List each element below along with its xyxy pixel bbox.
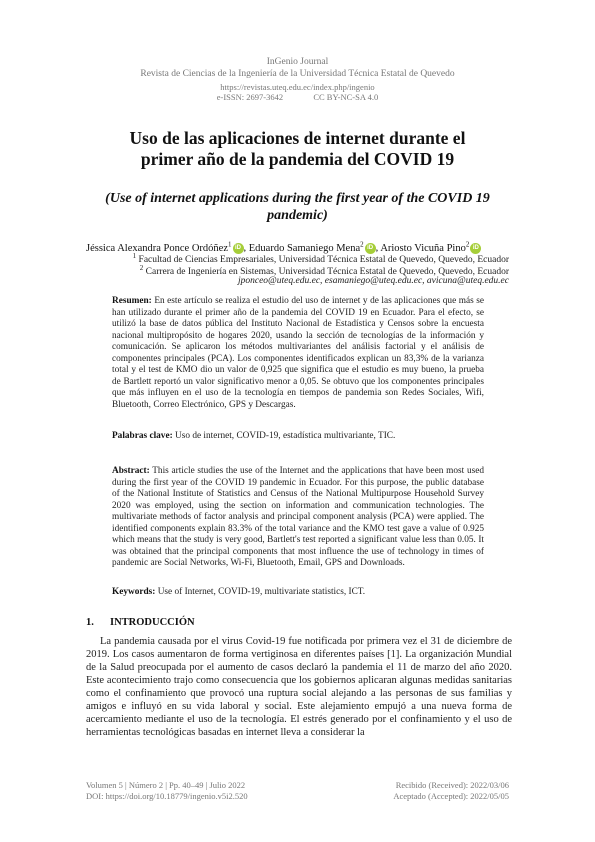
footer-volume: Volumen 5 | Número 2 | Pp. 40–49 | Julio 2022 bbox=[86, 780, 246, 790]
author-1: Jéssica Alexandra Ponce Ordóñez$^1$ bbox=[86, 240, 232, 254]
body-paragraph: La pandemia causada por el virus Covid-19 fue notificada por primera vez el 31 de diciembre de 2019. Los casos aumentaron de forma vertiginosa en diferentes países [1]. La organización Mundial de la Salud preocupada por el aumento de casos declaró la pandemia el 11 de marzo del año 2020. Este acontecimiento trajo como consecuencia que los gobiernos aplicaran algunas medidas sanitarias como el confinamiento que provocó una ruptura social alejando a las personas de sus familias y amigos e influyó en su vida laboral y social. Este alejamiento empujó a una nueva forma de acercamiento mediante el uso de la tecnología. El estrés generado por el confinamiento y el uso de herramientas tecnológicas basadas en internet lleva a considerar la bbox=[86, 636, 512, 738]
footer-received: Recibido (Received): 2022/03/06 bbox=[395, 780, 509, 790]
paper-subtitle-english: (Use of internet applications during the first year of the COVID 19 pandemic) bbox=[105, 191, 490, 223]
author-list: Jéssica Alexandra Ponce Ordóñez$^1$ iD , Eduardo Samaniego Mena$^2$ iD , Ariosto Vicuña Pino$^2$ iD bbox=[86, 238, 481, 255]
section-title: INTRODUCCIÓN bbox=[110, 617, 195, 628]
palabras-clave-text: Uso de internet, COVID-19, estadística multivariante, TIC. bbox=[172, 431, 396, 441]
resumen-block bbox=[112, 296, 484, 411]
resumen-text: En este artículo se realiza el estudio del uso de internet y de las aplicaciones que más se han utilizado durante el primer año de la pandemia del COVID 19 en Ecuador. Para el efecto, se utilizó la base de datos pública del Instituto Nacional de Estadística y Censos sobre la encuesta nacional multipropósito de hogares 2020, usando la sección de tecnologías de la información y comunicación. Se aplicaron los métodos multivariantes del análisis factorial y el análisis de componentes principales (PCA). Los componentes identificados explican un 83,3% de la varianza total y el test de KMO dio un valor de 0,925 que significa que el estudio es muy bueno, la prueba de Bartlett reportó un valor significativo menor a 0,05. Se obtuvo que los componentes principales que más influyen en el uso de la tecnología en tiempos de pandemia son Redes Sociales, Wifi, Bluetooth, Correo Electrónico, GPS y Descargas. bbox=[112, 296, 484, 410]
section-body bbox=[86, 635, 512, 739]
journal-name: InGenio Journal bbox=[266, 57, 329, 67]
resumen-label: Resumen: bbox=[112, 296, 152, 306]
affiliation-1: $^1$ Facultad de Ciencias Empresariales, Universidad Técnica Estatal de Quevedo, Quevedo, Ecuador bbox=[132, 252, 509, 266]
palabras-clave-label: Palabras clave: bbox=[112, 431, 173, 441]
abstract-label: Abstract: bbox=[112, 466, 150, 476]
section-heading bbox=[86, 617, 195, 628]
footer-accepted: Aceptado (Accepted): 2022/05/05 bbox=[393, 791, 509, 801]
section-number: 1. bbox=[86, 617, 94, 628]
author-3: Ariosto Vicuña Pino$^2$ bbox=[380, 240, 470, 254]
orcid-icon[interactable]: iD bbox=[365, 243, 376, 254]
author-2: Eduardo Samaniego Mena$^2$ bbox=[248, 240, 364, 254]
journal-url[interactable]: https://revistas.uteq.edu.ec/index.php/ingenio bbox=[220, 82, 375, 92]
journal-subtitle: Revista de Ciencias de la Ingeniería de la Universidad Técnica Estatal de Quevedo bbox=[140, 69, 455, 79]
orcid-icon[interactable]: iD bbox=[233, 243, 244, 254]
footer-doi[interactable]: DOI: https://doi.org/10.18779/ingenio.v5i2.520 bbox=[86, 791, 248, 801]
palabras-clave-block bbox=[112, 431, 484, 443]
paper-title: Uso de las aplicaciones de internet durante el primer año de la pandemia del COVID 19 bbox=[129, 128, 466, 169]
abstract-text: This article studies the use of the Internet and the applications that have been most used during the first year of the COVID 19 pandemic in Ecuador. For this purpose, the public database of the National Institute of Statistics and Census of the National Multipurpose Household Survey 2020 was employed, using the section on information and communication technologies. The multivariate methods of factor analysis and principal component analysis (PCA) were applied. The identified components explain 83.3% of the total variance and the KMO test gave a value of 0.925 which means that the study is very good, Bartlett's test reported a significant value less than 0.05. It was obtained that the principal components that most influence the use of technology in times of pandemic are Social Networks, Wi-Fi, Bluetooth, Email, GPS and Downloads. bbox=[112, 466, 484, 568]
keywords-block bbox=[112, 587, 484, 599]
journal-issn-license bbox=[0, 92, 595, 102]
license: CC BY-NC-SA 4.0 bbox=[313, 92, 379, 102]
keywords-label: Keywords: bbox=[112, 587, 156, 597]
issn: e-ISSN: 2697-3642 bbox=[216, 92, 284, 102]
orcid-icon[interactable]: iD bbox=[470, 243, 481, 254]
affiliation-2: $^2$ Carrera de Ingeniería en Sistemas, Universidad Técnica Estatal de Quevedo, Quevedo, Ecuador bbox=[139, 264, 509, 278]
keywords-text: Use of Internet, COVID-19, multivariate statistics, ICT. bbox=[155, 587, 366, 597]
abstract-block bbox=[112, 466, 484, 570]
author-emails[interactable]: jponceo@uteq.edu.ec, esamaniego@uteq.edu.ec, avicuna@uteq.edu.ec bbox=[237, 276, 509, 286]
